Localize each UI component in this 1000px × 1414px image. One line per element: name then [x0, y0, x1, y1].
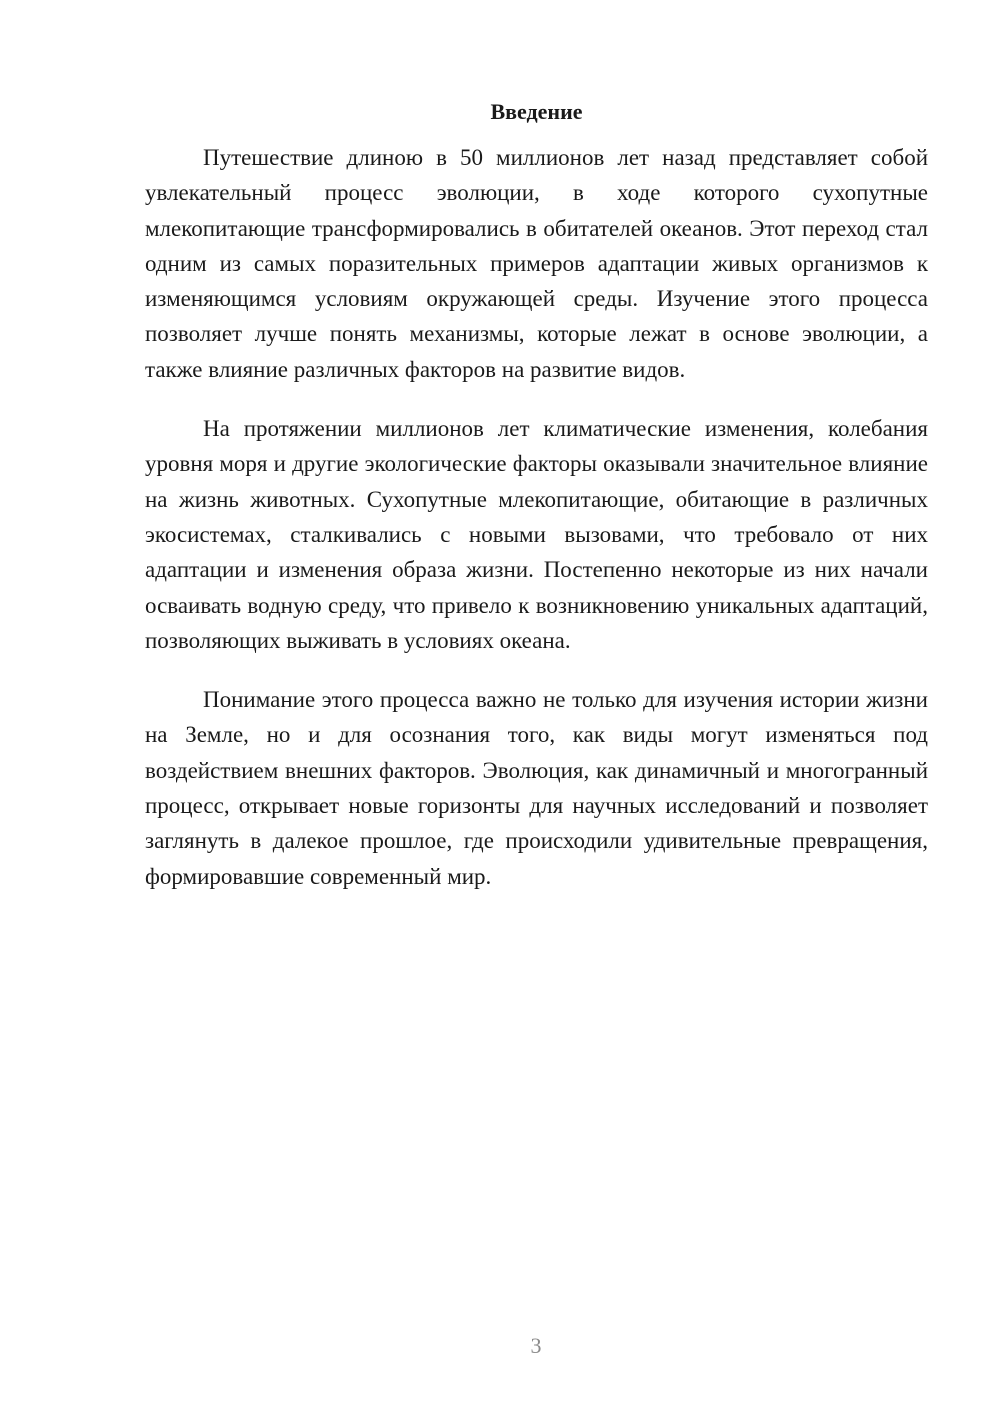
- paragraph-1: Путешествие длиною в 50 миллионов лет назад представляет собой увлекательный процесс эволюции, в ходе которого сухопутные млекопитающие трансформировались в обитателей океанов. Этот переход стал одним из самых поразительных примеров адаптации живых организмов к изменяющимся условиям окружающей среды. Изучение этого процесса позволяет лучше понять механизмы, которые лежат в основе эволюции, а также влияние различных факторов на развитие видов.: [145, 145, 928, 382]
- paragraph-2: На протяжении миллионов лет климатические изменения, колебания уровня моря и другие экологические факторы оказывали значительное влияние на жизнь животных. Сухопутные млекопитающие, обитающие в различных экосистемах, сталкивались с новыми вызовами, что требовало от них адаптации и изменения образа жизни. Постепенно некоторые из них начали осваивать водную среду, что привело к возникновению уникальных адаптаций, позволяющих выживать в условиях океана.: [145, 416, 928, 653]
- body-text: [145, 140, 928, 918]
- section-title: Введение: [490, 99, 583, 124]
- paragraph-3: Понимание этого процесса важно не только для изучения истории жизни на Земле, но и для осознания того, как виды могут изменяться под воздействием внешних факторов. Эволюция, как динамичный и многогранный процесс, открывает новые горизонты для научных исследований и позволяет заглянуть в далекое прошлое, где происходили удивительные превращения, формировавшие современный мир.: [145, 687, 928, 889]
- page-number: 3: [530, 1333, 542, 1358]
